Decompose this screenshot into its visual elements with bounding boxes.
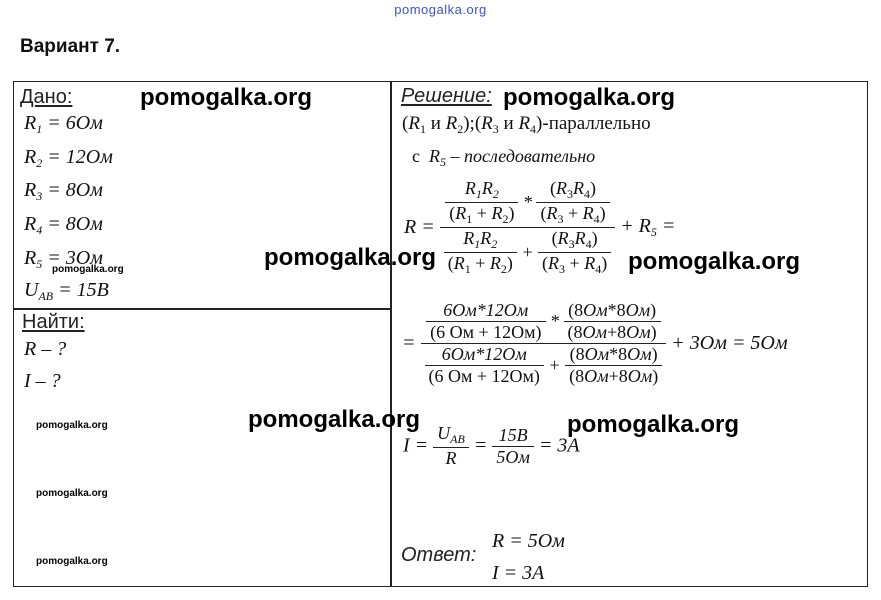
watermark-small: pomogalka.org (36, 420, 108, 431)
formula-general: R = $\frac{R_1R_2}{(R_1 + R_2)}$ * $\frac{(R_3R_4)}{(R_3 + R_4)}$ $\frac{R_1R_2}{(R_1 + R_2)}$ + $\frac{(R_3R_4)}{(R_3 + R_4)}$ + $R_5$ = (404, 178, 676, 276)
watermark-small: pomogalka.org (36, 556, 108, 567)
watermark: pomogalka.org (140, 84, 313, 111)
find-i: I – ? (24, 370, 61, 392)
watermark: pomogalka.org (248, 406, 421, 433)
solution-line-series: с $R_5$ – последовательно (412, 146, 596, 169)
answer-r: R = 5Ом (492, 530, 565, 552)
given-uab: $U_{AB} = 15В$ (24, 279, 109, 303)
watermark: pomogalka.org (503, 84, 676, 111)
watermark-small: pomogalka.org (36, 488, 108, 499)
answer-i: I = 3A (492, 562, 545, 584)
watermark: pomogalka.org (264, 244, 437, 271)
given-r5: $R_5 = 3Ом$ (24, 247, 103, 271)
given-r3: $R_3 = 8Ом$ (24, 179, 103, 203)
solution-line-parallel: ($R_1$ и $R_2);(R_3$ и $R_4$)-параллельно (402, 113, 651, 136)
find-heading: Найти: (22, 311, 85, 333)
formula-numeric: = $\frac{6Ом*12Ом}{(6 Ом + 12Ом)}$ * $\frac{(8Ом*8Ом)}{(8Ом+8Ом)}$ $\frac{6Ом*12Ом}{(6 Ом + 12Ом)}$ + $\frac{(8Ом*8Ом)}{(8Ом+8Ом)}$ + 3Ом = 5Ом (402, 300, 788, 386)
watermark: pomogalka.org (567, 411, 740, 438)
table-divider-horizontal (13, 308, 391, 310)
watermark-small: pomogalka.org (52, 264, 124, 275)
given-heading: Дано: (20, 86, 73, 108)
table-divider-vertical (390, 81, 392, 587)
formula-current: I = $\frac{U_{AB}}{R}$ = $\frac{15B}{5Ом}$ = 3A (403, 423, 580, 468)
variant-title: Вариант 7. (20, 36, 121, 57)
given-r4: $R_4 = 8Ом$ (24, 213, 103, 237)
given-r1: $R_1 = 6Ом$ (24, 112, 103, 136)
answer-label: Ответ: (401, 544, 477, 566)
watermark: pomogalka.org (628, 248, 801, 275)
given-r2: $R_2 = 12Ом$ (24, 146, 113, 170)
solution-heading: Решение: (401, 85, 492, 107)
find-r: R – ? (24, 338, 67, 360)
site-url: pomogalka.org (394, 2, 487, 17)
